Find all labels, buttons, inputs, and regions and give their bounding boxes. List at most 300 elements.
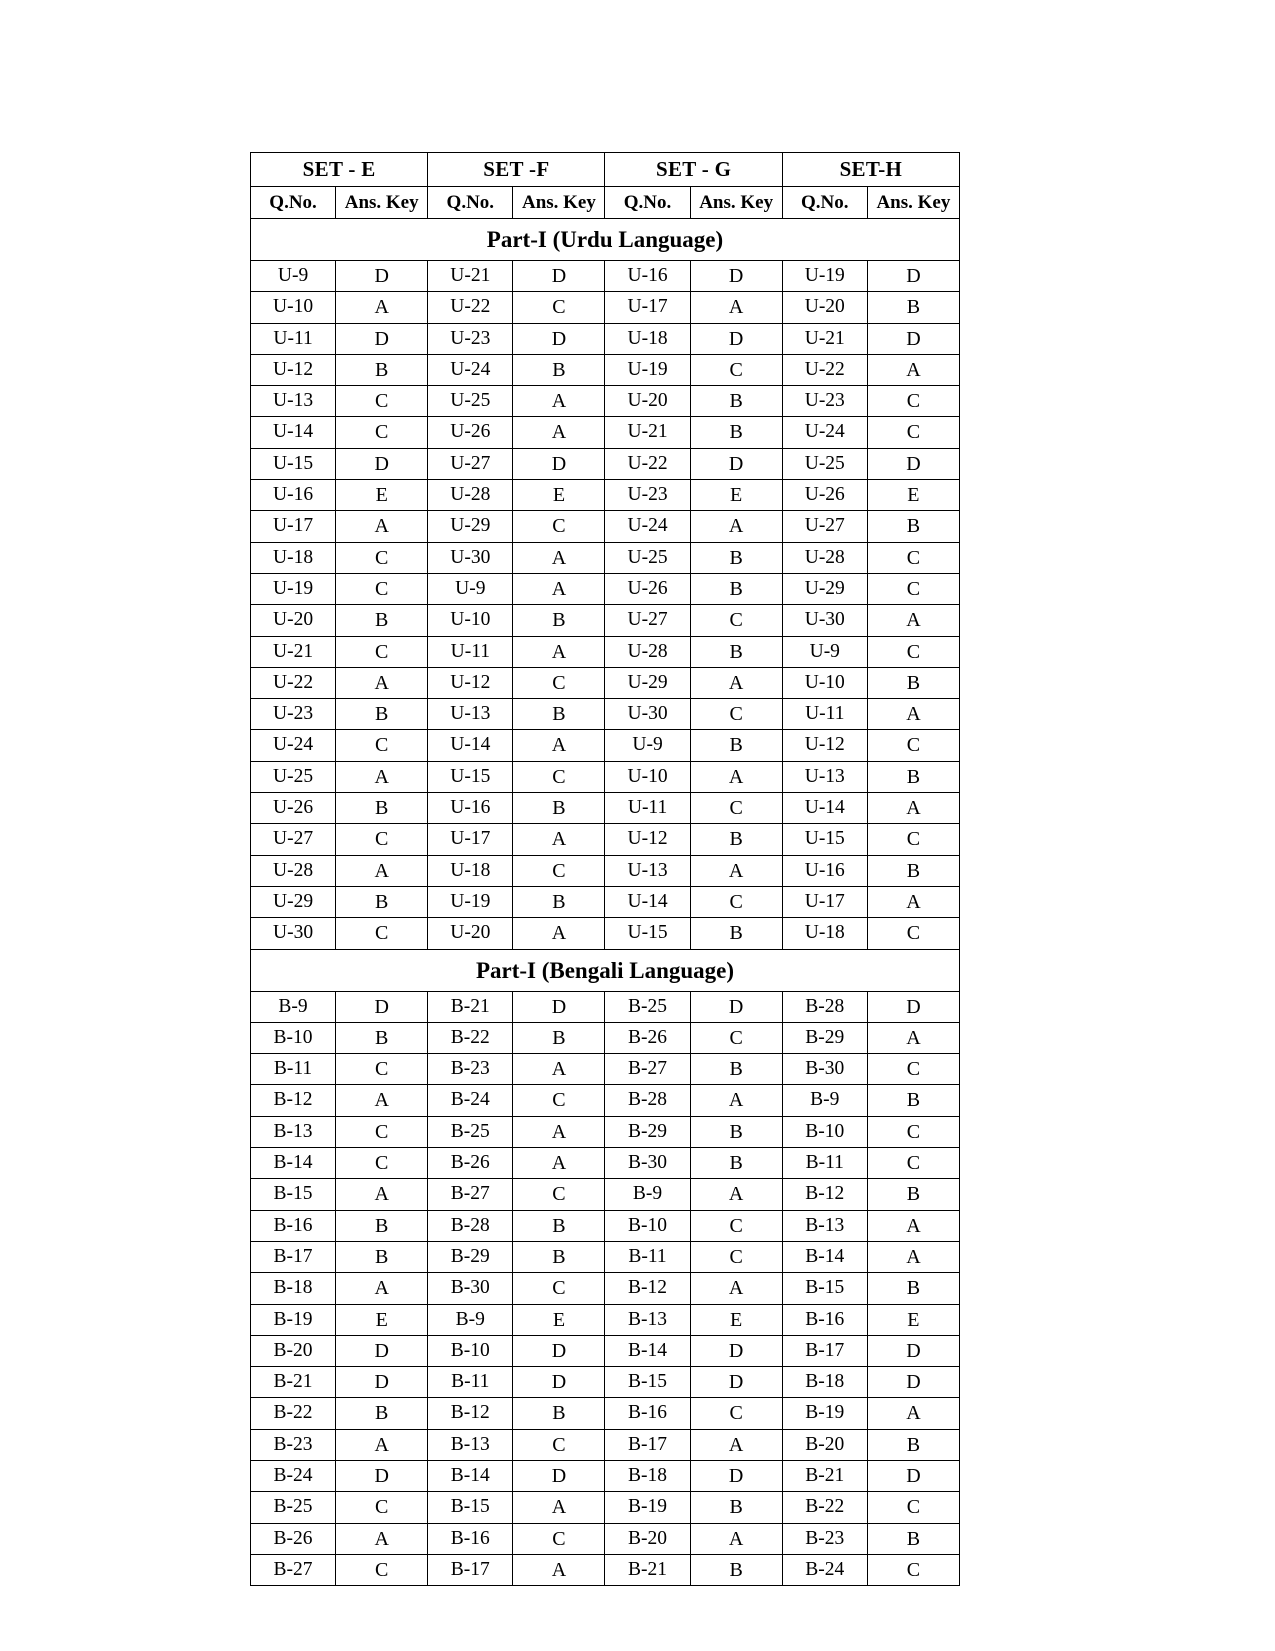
question-number-cell: U-20 <box>428 918 513 949</box>
question-number-cell: U-27 <box>251 824 336 855</box>
answer-key-cell: D <box>867 323 959 354</box>
table-row <box>251 1460 960 1491</box>
answer-key-cell: C <box>867 918 959 949</box>
answer-key-cell: C <box>513 292 605 323</box>
answer-key-cell: D <box>336 1367 428 1398</box>
answer-key-cell: B <box>336 354 428 385</box>
answer-key-cell: C <box>513 1523 605 1554</box>
question-number-cell: U-11 <box>782 699 867 730</box>
question-number-cell: U-13 <box>782 761 867 792</box>
question-number-cell: B-17 <box>428 1554 513 1585</box>
question-number-cell: B-28 <box>428 1210 513 1241</box>
answer-key-cell: B <box>867 292 959 323</box>
answer-key-cell: A <box>336 1179 428 1210</box>
answer-key-cell: D <box>867 1367 959 1398</box>
question-number-cell: U-15 <box>251 448 336 479</box>
answer-key-cell: A <box>867 699 959 730</box>
question-number-cell: B-28 <box>782 991 867 1022</box>
answer-key-cell: C <box>690 886 782 917</box>
answer-key-cell: A <box>513 417 605 448</box>
table-row <box>251 1148 960 1179</box>
answer-key-cell: A <box>513 824 605 855</box>
question-number-cell: B-19 <box>782 1398 867 1429</box>
answer-key-cell: C <box>867 573 959 604</box>
question-number-cell: U-10 <box>605 761 690 792</box>
answer-key-cell: D <box>513 1367 605 1398</box>
table-row <box>251 1054 960 1085</box>
answer-key-cell: D <box>513 448 605 479</box>
question-number-cell: B-30 <box>605 1148 690 1179</box>
answer-key-cell: C <box>867 386 959 417</box>
question-number-cell: B-13 <box>605 1304 690 1335</box>
question-number-cell: U-26 <box>251 793 336 824</box>
answer-key-cell: D <box>513 323 605 354</box>
question-number-cell: B-9 <box>605 1179 690 1210</box>
question-number-cell: U-18 <box>605 323 690 354</box>
question-number-cell: U-23 <box>782 386 867 417</box>
anskey-column-header: Ans. Key <box>513 187 605 219</box>
question-number-cell: B-27 <box>251 1554 336 1585</box>
question-number-cell: U-15 <box>605 918 690 949</box>
answer-key-cell: A <box>513 730 605 761</box>
table-row <box>251 793 960 824</box>
answer-key-cell: C <box>336 417 428 448</box>
question-number-cell: U-28 <box>605 636 690 667</box>
question-number-cell: U-10 <box>782 667 867 698</box>
question-number-cell: U-16 <box>605 261 690 292</box>
question-number-cell: U-26 <box>782 480 867 511</box>
answer-key-cell: A <box>513 542 605 573</box>
answer-key-cell: A <box>336 1523 428 1554</box>
answer-key-cell: C <box>336 1116 428 1147</box>
question-number-cell: U-13 <box>605 855 690 886</box>
set-header-cell: SET -F <box>428 153 605 187</box>
question-number-cell: U-9 <box>251 261 336 292</box>
question-number-cell: U-30 <box>251 918 336 949</box>
question-number-cell: B-26 <box>428 1148 513 1179</box>
answer-key-cell: B <box>336 605 428 636</box>
question-number-cell: B-22 <box>251 1398 336 1429</box>
question-number-cell: U-22 <box>428 292 513 323</box>
answer-key-cell: A <box>867 793 959 824</box>
section-title: Part-I (Bengali Language) <box>251 949 960 991</box>
answer-key-cell: C <box>867 1116 959 1147</box>
question-number-cell: U-17 <box>782 886 867 917</box>
question-number-cell: U-9 <box>782 636 867 667</box>
answer-key-cell: E <box>867 480 959 511</box>
answer-key-cell: C <box>513 667 605 698</box>
table-row <box>251 1179 960 1210</box>
table-row <box>251 448 960 479</box>
table-row <box>251 1273 960 1304</box>
question-number-cell: U-29 <box>782 573 867 604</box>
question-number-cell: B-28 <box>605 1085 690 1116</box>
question-number-cell: B-15 <box>251 1179 336 1210</box>
question-number-cell: U-19 <box>251 573 336 604</box>
answer-key-cell: D <box>690 1335 782 1366</box>
answer-key-cell: C <box>336 1554 428 1585</box>
question-number-cell: B-25 <box>251 1492 336 1523</box>
answer-key-cell: B <box>690 730 782 761</box>
answer-key-cell: D <box>336 991 428 1022</box>
question-number-cell: U-20 <box>605 386 690 417</box>
table-row <box>251 323 960 354</box>
answer-key-cell: D <box>867 1335 959 1366</box>
question-number-cell: B-23 <box>251 1429 336 1460</box>
answer-key-cell: B <box>690 636 782 667</box>
question-number-cell: B-16 <box>428 1523 513 1554</box>
answer-key-cell: B <box>867 667 959 698</box>
question-number-cell: B-9 <box>782 1085 867 1116</box>
question-number-cell: U-27 <box>782 511 867 542</box>
answer-key-cell: E <box>513 480 605 511</box>
question-number-cell: B-15 <box>782 1273 867 1304</box>
question-number-cell: B-14 <box>251 1148 336 1179</box>
question-number-cell: U-22 <box>251 667 336 698</box>
answer-key-cell: E <box>336 1304 428 1335</box>
answer-key-cell: C <box>336 542 428 573</box>
answer-key-cell: A <box>690 1429 782 1460</box>
answer-key-cell: B <box>690 1116 782 1147</box>
answer-key-cell: C <box>690 1022 782 1053</box>
question-number-cell: U-19 <box>605 354 690 385</box>
question-number-cell: U-28 <box>251 855 336 886</box>
answer-key-cell: A <box>690 667 782 698</box>
question-number-cell: U-29 <box>428 511 513 542</box>
anskey-column-header: Ans. Key <box>336 187 428 219</box>
question-number-cell: U-30 <box>605 699 690 730</box>
answer-key-cell: B <box>513 886 605 917</box>
question-number-cell: U-14 <box>251 417 336 448</box>
answer-key-cell: D <box>867 448 959 479</box>
question-number-cell: B-13 <box>782 1210 867 1241</box>
table-row <box>251 918 960 949</box>
question-number-cell: B-21 <box>782 1460 867 1491</box>
answer-key-cell: A <box>336 761 428 792</box>
answer-key-cell: C <box>690 793 782 824</box>
answer-key-cell: C <box>867 1554 959 1585</box>
question-number-cell: U-20 <box>251 605 336 636</box>
table-row <box>251 667 960 698</box>
answer-key-cell: B <box>336 1210 428 1241</box>
table-row <box>251 1398 960 1429</box>
answer-key-cell: C <box>513 511 605 542</box>
answer-key-cell: D <box>336 323 428 354</box>
answer-key-cell: B <box>867 1179 959 1210</box>
answer-key-cell: B <box>513 354 605 385</box>
answer-key-cell: C <box>336 730 428 761</box>
answer-key-cell: A <box>513 636 605 667</box>
question-number-cell: B-20 <box>782 1429 867 1460</box>
question-number-cell: B-19 <box>605 1492 690 1523</box>
question-number-cell: U-9 <box>605 730 690 761</box>
answer-key-cell: D <box>867 1460 959 1491</box>
answer-key-cell: B <box>867 855 959 886</box>
answer-key-table <box>250 152 960 1586</box>
question-number-cell: U-10 <box>428 605 513 636</box>
table-row <box>251 605 960 636</box>
set-header-cell: SET - E <box>251 153 428 187</box>
question-number-cell: B-11 <box>782 1148 867 1179</box>
question-number-cell: U-28 <box>428 480 513 511</box>
answer-key-cell: C <box>690 1210 782 1241</box>
answer-key-cell: D <box>513 991 605 1022</box>
table-row <box>251 1554 960 1585</box>
question-number-cell: U-17 <box>251 511 336 542</box>
question-number-cell: U-17 <box>428 824 513 855</box>
question-number-cell: U-27 <box>605 605 690 636</box>
question-number-cell: B-23 <box>782 1523 867 1554</box>
answer-key-cell: D <box>513 1335 605 1366</box>
answer-key-cell: E <box>690 1304 782 1335</box>
answer-key-cell: C <box>867 1492 959 1523</box>
answer-key-cell: B <box>690 386 782 417</box>
table-row <box>251 511 960 542</box>
question-number-cell: U-20 <box>782 292 867 323</box>
question-number-cell: U-18 <box>782 918 867 949</box>
answer-key-cell: C <box>513 1085 605 1116</box>
question-number-cell: B-17 <box>605 1429 690 1460</box>
answer-key-cell: D <box>690 1367 782 1398</box>
question-number-cell: U-24 <box>251 730 336 761</box>
answer-key-cell: A <box>867 1022 959 1053</box>
column-header-row <box>251 187 960 219</box>
table-row <box>251 761 960 792</box>
answer-key-cell: D <box>867 991 959 1022</box>
question-number-cell: U-27 <box>428 448 513 479</box>
table-row <box>251 573 960 604</box>
question-number-cell: B-18 <box>251 1273 336 1304</box>
answer-key-cell: A <box>867 1398 959 1429</box>
question-number-cell: U-29 <box>605 667 690 698</box>
answer-key-cell: E <box>867 1304 959 1335</box>
answer-key-cell: C <box>867 1148 959 1179</box>
answer-key-cell: B <box>336 1022 428 1053</box>
table-row <box>251 1523 960 1554</box>
question-number-cell: U-11 <box>251 323 336 354</box>
answer-key-cell: B <box>690 1054 782 1085</box>
table-row <box>251 1085 960 1116</box>
question-number-cell: B-12 <box>428 1398 513 1429</box>
answer-key-cell: C <box>867 730 959 761</box>
question-number-cell: B-17 <box>251 1241 336 1272</box>
table-row <box>251 1116 960 1147</box>
question-number-cell: U-13 <box>428 699 513 730</box>
table-row <box>251 1241 960 1272</box>
answer-key-cell: A <box>690 511 782 542</box>
table-row <box>251 1367 960 1398</box>
answer-key-cell: B <box>513 1210 605 1241</box>
question-number-cell: B-26 <box>605 1022 690 1053</box>
section-title-row <box>251 949 960 991</box>
question-number-cell: B-16 <box>605 1398 690 1429</box>
question-number-cell: B-25 <box>605 991 690 1022</box>
answer-key-cell: C <box>513 1429 605 1460</box>
question-number-cell: B-10 <box>605 1210 690 1241</box>
question-number-cell: U-14 <box>428 730 513 761</box>
table-row <box>251 292 960 323</box>
question-number-cell: U-24 <box>428 354 513 385</box>
answer-key-cell: C <box>336 918 428 949</box>
qno-column-header: Q.No. <box>428 187 513 219</box>
answer-key-cell: A <box>690 1523 782 1554</box>
answer-key-cell: E <box>513 1304 605 1335</box>
answer-key-cell: A <box>513 1148 605 1179</box>
answer-key-cell: D <box>867 261 959 292</box>
answer-key-cell: A <box>513 1492 605 1523</box>
answer-key-cell: B <box>690 918 782 949</box>
question-number-cell: B-12 <box>782 1179 867 1210</box>
table-row <box>251 386 960 417</box>
question-number-cell: U-26 <box>605 573 690 604</box>
question-number-cell: U-21 <box>428 261 513 292</box>
answer-key-cell: A <box>336 1429 428 1460</box>
question-number-cell: B-13 <box>428 1429 513 1460</box>
question-number-cell: U-10 <box>251 292 336 323</box>
question-number-cell: B-24 <box>251 1460 336 1491</box>
answer-key-cell: B <box>513 605 605 636</box>
question-number-cell: U-25 <box>428 386 513 417</box>
question-number-cell: U-21 <box>605 417 690 448</box>
question-number-cell: U-21 <box>782 323 867 354</box>
question-number-cell: B-9 <box>251 991 336 1022</box>
answer-key-cell: D <box>690 323 782 354</box>
question-number-cell: B-12 <box>251 1085 336 1116</box>
answer-key-cell: B <box>867 1523 959 1554</box>
answer-key-cell: E <box>690 480 782 511</box>
question-number-cell: B-20 <box>605 1523 690 1554</box>
table-row <box>251 1335 960 1366</box>
qno-column-header: Q.No. <box>251 187 336 219</box>
question-number-cell: B-12 <box>605 1273 690 1304</box>
question-number-cell: U-22 <box>605 448 690 479</box>
question-number-cell: U-9 <box>428 573 513 604</box>
question-number-cell: U-21 <box>251 636 336 667</box>
question-number-cell: U-12 <box>428 667 513 698</box>
question-number-cell: U-30 <box>428 542 513 573</box>
question-number-cell: B-15 <box>605 1367 690 1398</box>
table-row <box>251 1429 960 1460</box>
answer-key-cell: A <box>867 605 959 636</box>
question-number-cell: U-13 <box>251 386 336 417</box>
answer-key-cell: C <box>867 417 959 448</box>
question-number-cell: B-21 <box>251 1367 336 1398</box>
question-number-cell: B-21 <box>605 1554 690 1585</box>
answer-key-cell: A <box>690 855 782 886</box>
answer-key-cell: A <box>867 1241 959 1272</box>
question-number-cell: B-15 <box>428 1492 513 1523</box>
table-row <box>251 730 960 761</box>
answer-key-cell: D <box>690 1460 782 1491</box>
answer-key-cell: C <box>690 354 782 385</box>
answer-key-cell: D <box>513 261 605 292</box>
answer-key-cell: B <box>513 793 605 824</box>
answer-key-cell: A <box>690 1085 782 1116</box>
question-number-cell: B-30 <box>428 1273 513 1304</box>
question-number-cell: U-12 <box>251 354 336 385</box>
answer-key-cell: D <box>690 261 782 292</box>
answer-key-cell: B <box>513 1241 605 1272</box>
question-number-cell: B-26 <box>251 1523 336 1554</box>
question-number-cell: B-11 <box>605 1241 690 1272</box>
answer-key-cell: B <box>336 886 428 917</box>
question-number-cell: B-22 <box>782 1492 867 1523</box>
answer-key-cell: C <box>336 1492 428 1523</box>
answer-key-cell: A <box>867 354 959 385</box>
question-number-cell: B-22 <box>428 1022 513 1053</box>
answer-key-cell: B <box>513 1022 605 1053</box>
answer-key-cell: A <box>513 1116 605 1147</box>
answer-key-cell: B <box>867 761 959 792</box>
answer-key-cell: A <box>690 761 782 792</box>
table-row <box>251 1304 960 1335</box>
question-number-cell: U-28 <box>782 542 867 573</box>
answer-key-cell: C <box>513 761 605 792</box>
question-number-cell: B-11 <box>251 1054 336 1085</box>
question-number-cell: B-27 <box>428 1179 513 1210</box>
question-number-cell: B-14 <box>782 1241 867 1272</box>
question-number-cell: B-18 <box>605 1460 690 1491</box>
question-number-cell: U-25 <box>251 761 336 792</box>
answer-key-cell: D <box>336 448 428 479</box>
question-number-cell: B-29 <box>782 1022 867 1053</box>
answer-key-cell: A <box>513 1554 605 1585</box>
table-row <box>251 1022 960 1053</box>
question-number-cell: B-10 <box>251 1022 336 1053</box>
answer-key-cell: C <box>867 1054 959 1085</box>
question-number-cell: B-29 <box>428 1241 513 1272</box>
answer-key-cell: A <box>336 1273 428 1304</box>
question-number-cell: U-12 <box>605 824 690 855</box>
answer-key-cell: B <box>690 1554 782 1585</box>
question-number-cell: B-16 <box>251 1210 336 1241</box>
answer-key-cell: C <box>867 824 959 855</box>
answer-key-cell: C <box>513 1179 605 1210</box>
question-number-cell: B-20 <box>251 1335 336 1366</box>
question-number-cell: B-14 <box>428 1460 513 1491</box>
question-number-cell: U-15 <box>782 824 867 855</box>
question-number-cell: U-25 <box>782 448 867 479</box>
answer-key-cell: A <box>690 1179 782 1210</box>
answer-key-cell: D <box>336 1335 428 1366</box>
question-number-cell: B-13 <box>251 1116 336 1147</box>
answer-key-cell: B <box>867 1429 959 1460</box>
question-number-cell: B-11 <box>428 1367 513 1398</box>
answer-key-cell: B <box>336 1241 428 1272</box>
answer-key-cell: B <box>690 1492 782 1523</box>
question-number-cell: U-18 <box>428 855 513 886</box>
answer-key-cell: A <box>867 1210 959 1241</box>
question-number-cell: B-9 <box>428 1304 513 1335</box>
anskey-column-header: Ans. Key <box>690 187 782 219</box>
question-number-cell: U-15 <box>428 761 513 792</box>
answer-key-cell: A <box>336 292 428 323</box>
question-number-cell: B-10 <box>428 1335 513 1366</box>
question-number-cell: U-22 <box>782 354 867 385</box>
qno-column-header: Q.No. <box>782 187 867 219</box>
set-header-cell: SET-H <box>782 153 959 187</box>
question-number-cell: U-16 <box>251 480 336 511</box>
answer-key-cell: C <box>513 855 605 886</box>
table-row <box>251 636 960 667</box>
table-row <box>251 699 960 730</box>
table-row <box>251 886 960 917</box>
question-number-cell: U-16 <box>782 855 867 886</box>
answer-key-cell: B <box>690 1148 782 1179</box>
table-row <box>251 855 960 886</box>
answer-key-cell: A <box>513 386 605 417</box>
answer-key-cell: B <box>867 1273 959 1304</box>
